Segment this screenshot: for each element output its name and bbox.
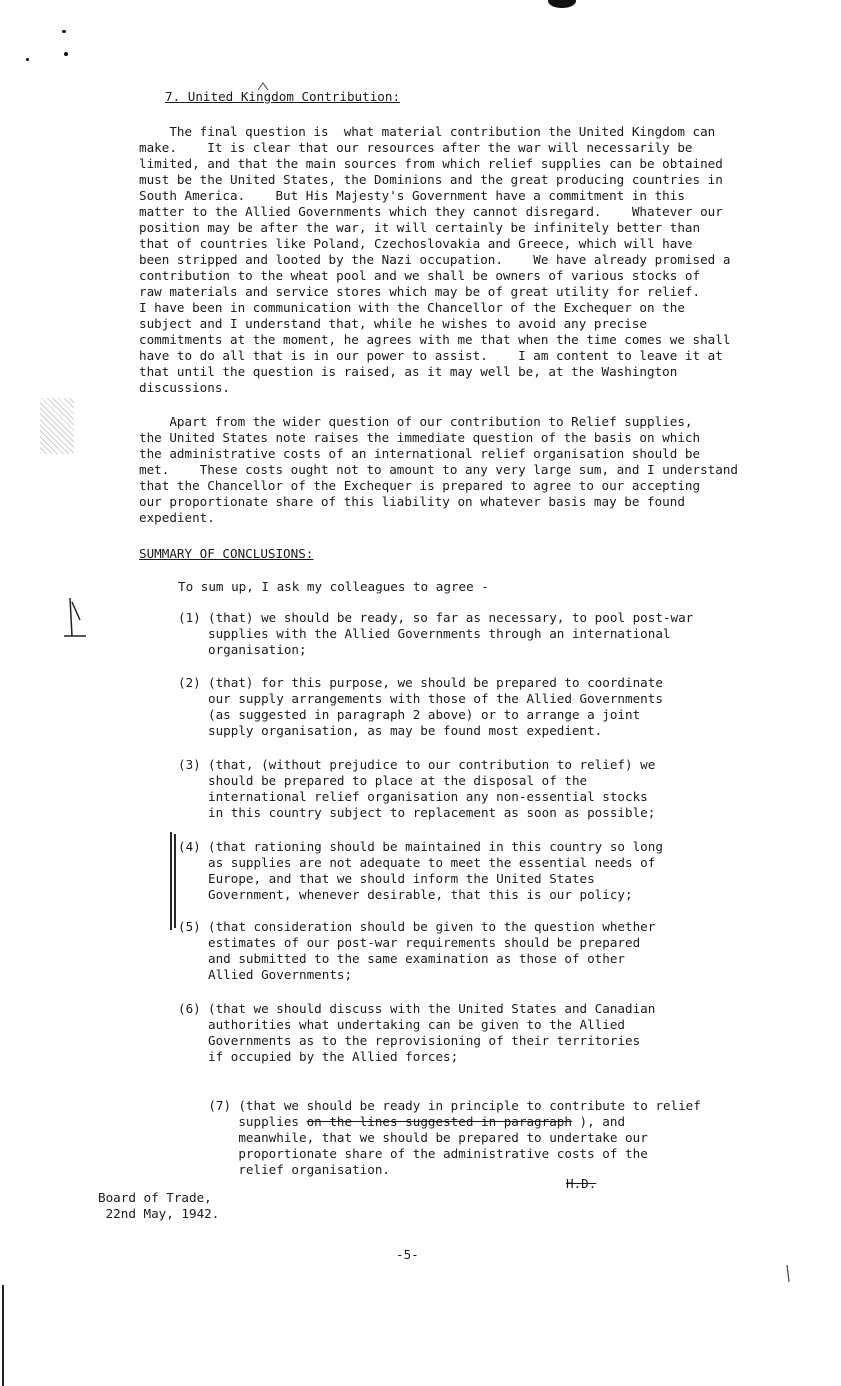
item-line: supply organisation, as may be found most expedient. xyxy=(208,723,603,738)
item-line: if occupied by the Allied forces; xyxy=(208,1049,459,1064)
item-line-suffix: ), and xyxy=(571,1114,626,1129)
text-line: commitments at the moment, he agrees with me that when the time comes we shall xyxy=(139,332,731,347)
item-line: as supplies are not adequate to meet the essential needs of xyxy=(208,855,656,870)
margin-check-mark xyxy=(64,598,86,636)
text-line: South America. But His Majesty's Government have a commitment in this xyxy=(139,188,685,203)
item-number: (7) xyxy=(208,1098,232,1113)
text-line: must be the United States, the Dominions and the great producing countries in xyxy=(139,172,723,187)
item-line: (that we should be ready in principle to contribute to relief xyxy=(238,1098,701,1113)
summary-intro: To sum up, I ask my colleagues to agree - xyxy=(178,579,489,594)
margin-sideline xyxy=(171,832,175,930)
item-line-prefix: supplies xyxy=(238,1114,307,1129)
item-number: (3) xyxy=(178,757,201,772)
item-line: (that we should discuss with the United States and Canadian xyxy=(208,1001,656,1016)
signoff-date: 22nd May, 1942. xyxy=(98,1206,220,1221)
item-line: Europe, and that we should inform the United States xyxy=(208,871,595,886)
paragraph-administrative-costs xyxy=(139,414,738,526)
text-line: matter to the Allied Governments which they cannot disregard. Whatever our xyxy=(139,204,723,219)
signoff-office: Board of Trade, xyxy=(98,1190,212,1205)
item-line: should be prepared to place at the disposal of the xyxy=(208,773,588,788)
conclusion-item-6 xyxy=(178,1001,655,1065)
item-line: authorities what undertaking can be given to the Allied xyxy=(208,1017,626,1032)
text-line: Apart from the wider question of our contribution to Relief supplies, xyxy=(139,414,693,429)
item-line: (that consideration should be given to the question whether xyxy=(208,919,656,934)
item-line: (as suggested in paragraph 2 above) or to arrange a joint xyxy=(208,707,641,722)
text-line: raw materials and service stores which may be of great utility for relief. xyxy=(139,284,701,299)
text-line: discussions. xyxy=(139,380,230,395)
summary-heading: SUMMARY OF CONCLUSIONS: xyxy=(139,546,314,561)
struck-text: on the lines suggested in paragraph xyxy=(306,1114,572,1129)
text-line: contribution to the wheat pool and we shall be owners of various stocks of xyxy=(139,268,701,283)
conclusion-item-4 xyxy=(178,839,663,903)
page-number: -5- xyxy=(396,1247,419,1262)
item-line: our supply arrangements with those of the Allied Governments xyxy=(208,691,663,706)
text-line: have to do all that is in our power to assist. I am content to leave it at xyxy=(139,348,723,363)
item-line: (that, (without prejudice to our contribution to relief) we xyxy=(208,757,656,772)
item-line: (that) for this purpose, we should be prepared to coordinate xyxy=(208,675,663,690)
item-line: proportionate share of the administrative costs of the xyxy=(238,1146,648,1161)
text-line: subject and I understand that, while he wishes to avoid any precise xyxy=(139,316,647,331)
item-line: Governments as to the reprovisioning of their territories xyxy=(208,1033,641,1048)
text-line: that of countries like Poland, Czechoslovakia and Greece, which will have xyxy=(139,236,693,251)
conclusion-item-2 xyxy=(178,675,663,739)
text-line: been stripped and looted by the Nazi occupation. We have already promised a xyxy=(139,252,731,267)
item-line: (that rationing should be maintained in this country so long xyxy=(208,839,663,854)
item-number: (5) xyxy=(178,919,201,934)
text-line: our proportionate share of this liability on whatever basis may be found xyxy=(139,494,685,509)
text-line: I have been in communication with the Chancellor of the Exchequer on the xyxy=(139,300,685,315)
item-line: organisation; xyxy=(208,642,307,657)
item-line: estimates of our post-war requirements should be prepared xyxy=(208,935,641,950)
item-line: Government, whenever desirable, that this is our policy; xyxy=(208,887,633,902)
text-line: expedient. xyxy=(139,510,215,525)
item-line: supplies with the Allied Governments through an international xyxy=(208,626,671,641)
text-line: make. It is clear that our resources after the war will necessarily be xyxy=(139,140,693,155)
item-line: (that) we should be ready, so far as necessary, to pool post-war xyxy=(208,610,694,625)
text-line: The final question is what material contribution the United Kingdom can xyxy=(139,124,716,139)
text-line: limited, and that the main sources from which relief supplies can be obtained xyxy=(139,156,723,171)
item-line: meanwhile, that we should be prepared to undertake our xyxy=(238,1130,648,1145)
conclusion-item-1 xyxy=(178,610,693,658)
paragraph-uk-contribution xyxy=(139,124,730,396)
item-line: and submitted to the same examination as those of other xyxy=(208,951,626,966)
text-line: the United States note raises the immediate question of the basis on which xyxy=(139,430,701,445)
item-line: in this country subject to replacement as soon as possible; xyxy=(208,805,656,820)
item-number: (2) xyxy=(178,675,201,690)
text-line: that until the question is raised, as it may well be, at the Washington xyxy=(139,364,678,379)
conclusion-item-7 xyxy=(178,1082,701,1194)
author-initials: H.D. xyxy=(566,1176,597,1191)
conclusion-item-5 xyxy=(178,919,655,983)
item-number: (1) xyxy=(178,610,201,625)
text-line: that the Chancellor of the Exchequer is prepared to agree to our accepting xyxy=(139,478,701,493)
item-number: (6) xyxy=(178,1001,201,1016)
item-line: relief organisation. xyxy=(238,1162,390,1177)
item-number: (4) xyxy=(178,839,201,854)
page-edge-mark xyxy=(787,1265,789,1282)
item-line: international relief organisation any non-essential stocks xyxy=(208,789,648,804)
signoff-block xyxy=(98,1190,219,1222)
section-heading: 7. United Kingdom Contribution: xyxy=(165,89,401,104)
text-line: the administrative costs of an international relief organisation should be xyxy=(139,446,701,461)
text-line: position may be after the war, it will certainly be infinitely better than xyxy=(139,220,701,235)
item-line: Allied Governments; xyxy=(208,967,353,982)
text-line: met. These costs ought not to amount to any very large sum, and I understand xyxy=(139,462,738,477)
conclusion-item-3 xyxy=(178,757,655,821)
